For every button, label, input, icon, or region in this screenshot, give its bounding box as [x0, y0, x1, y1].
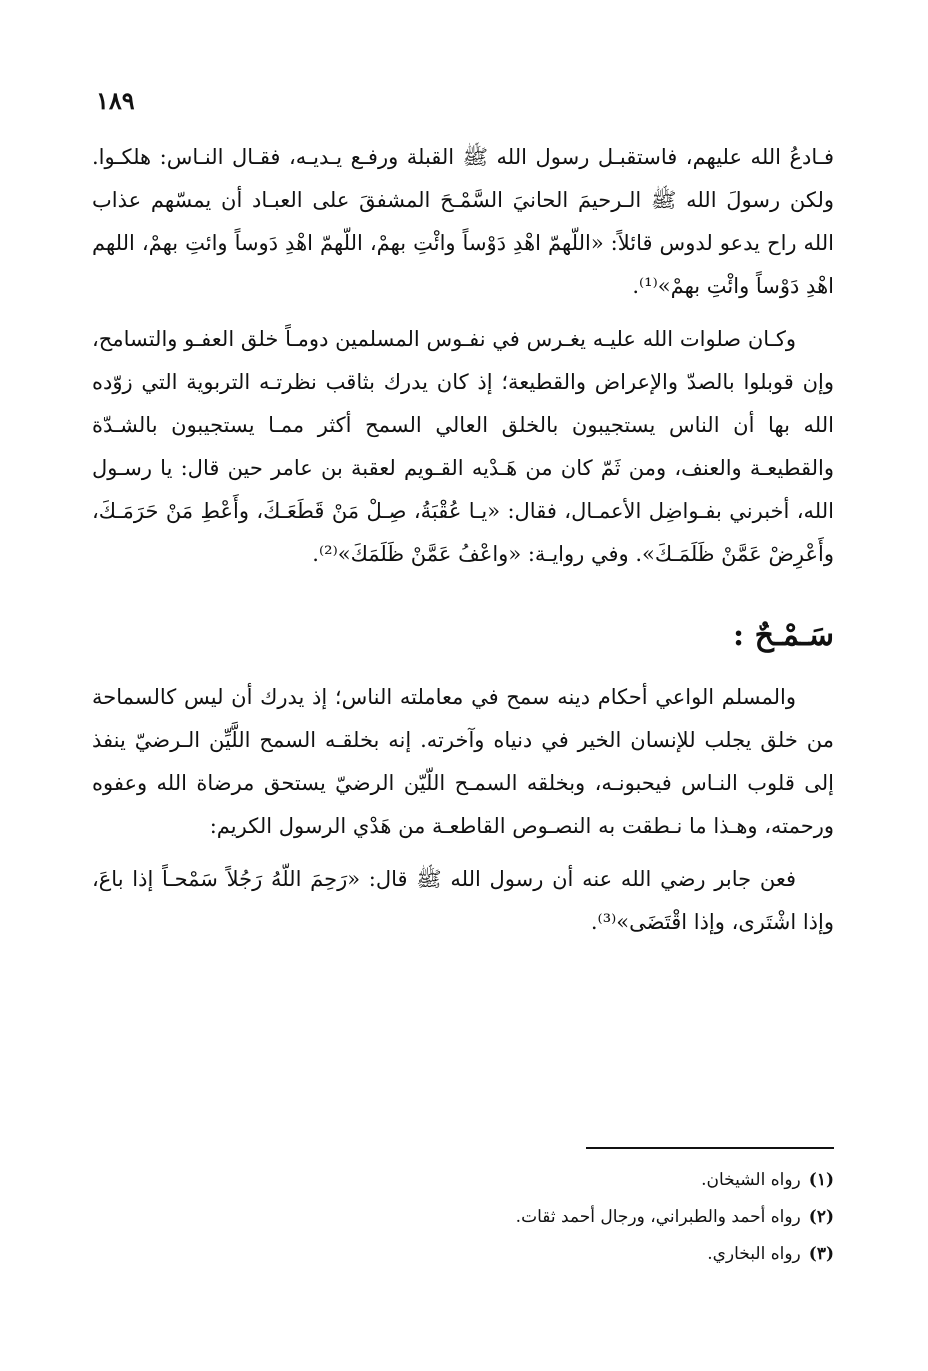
footnote-item: [300, 1162, 834, 1199]
section-heading: سَـمْـحٌ :: [733, 618, 834, 653]
paragraph-forgiveness: وكـان صلوات الله عليـه يغـرس في نفـوس المسلمين دومـاً خلق العفـو والتسامح، وإن قوبلوا بالصدّ والإعراض والقطيعة؛ إذ كان يدرك بثاقب نظرتـه التربوية التي زوّده الله بها أن الناس يستجيبون بالخلق العالي السمح أكثر ممـا يستجيبون بالشـدّة والقطيعـة والعنف، ومن ثَمّ كان من هَـدْيه القـويم لعقبة بن عامر حين قال: يا رسـول الله، أخبرني بفـواضِل الأعمـال، فقال: «يـا عُقْبَةُ، صِـلْ مَنْ قَطَعَـكَ، وأَعْطِ مَنْ حَرَمَـكَ، وأَعْرِضْ عَمَّنْ ظَلَمَـكَ». وفي روايـة: «واعْفُ عَمَّنْ ظَلَمَكَ»⁽²⁾.: [92, 327, 834, 566]
page-number: ١٨٩: [96, 86, 135, 115]
main-text: [92, 136, 834, 954]
footnote-text: رواه أحمد والطبراني، ورجال أحمد ثقات.: [515, 1207, 801, 1227]
footnote-item: [300, 1199, 834, 1236]
footnote-text: رواه البخاري.: [707, 1244, 801, 1264]
footnote-number: (٢): [808, 1207, 834, 1227]
paragraph-tolerant-muslim: والمسلم الواعي أحكام دينه سمح في معاملته الناس؛ إذ يدرك أن ليس كالسماحة من خلق يجلب للإنسان الخير في دنياه وآخرته. إنه بخلقـه السمح اللَّيِّن الـرضيّ ينفذ إلى قلوب النـاس فيحبونـه، وبخلقه السمـح اللّيّن الرضيّ يستحق مرضاة الله وعفوه ورحمته، وهـذا ما نـطقت به النصـوص القاطعـة من هَدْي الرسول الكريم:: [92, 685, 834, 838]
paragraph-jabir-hadith: فعن جابر رضي الله عنه أن رسول الله ﷺ قال: «رَحِمَ اللّهُ رَجُلاً سَمْحـاً إذا باعَ، وإذا اشْتَرى، وإذا اقْتَضَى»⁽³⁾.: [92, 867, 834, 934]
footnote-text: رواه الشيخان.: [701, 1170, 801, 1190]
paragraph-dua-daws: فـادعُ الله عليهم، فاستقبـل رسول الله ﷺ القبلة ورفـع يـديـه، فقـال النـاس: هلكـوا. ولكن رسولَ الله ﷺ الـرحيمَ الحانيَ السَّمْـحَ المشفقَ على العبـاد أن يمسّهم عذاب الله راح يدعو لدوس قائلاً: «اللّهمّ اهْدِ دَوْساً وائْتِ بهمْ، اللّهمّ اهْدِ دَوساً وائتِ بهمْ، اللهم اهْدِ دَوْساً وائْتِ بهمْ»⁽¹⁾.: [92, 145, 834, 298]
footnotes: [300, 1162, 834, 1273]
footnote-number: (٣): [808, 1244, 834, 1264]
footnote-item: [300, 1236, 834, 1273]
footnote-divider: [586, 1147, 834, 1149]
footnote-number: (١): [808, 1170, 834, 1190]
